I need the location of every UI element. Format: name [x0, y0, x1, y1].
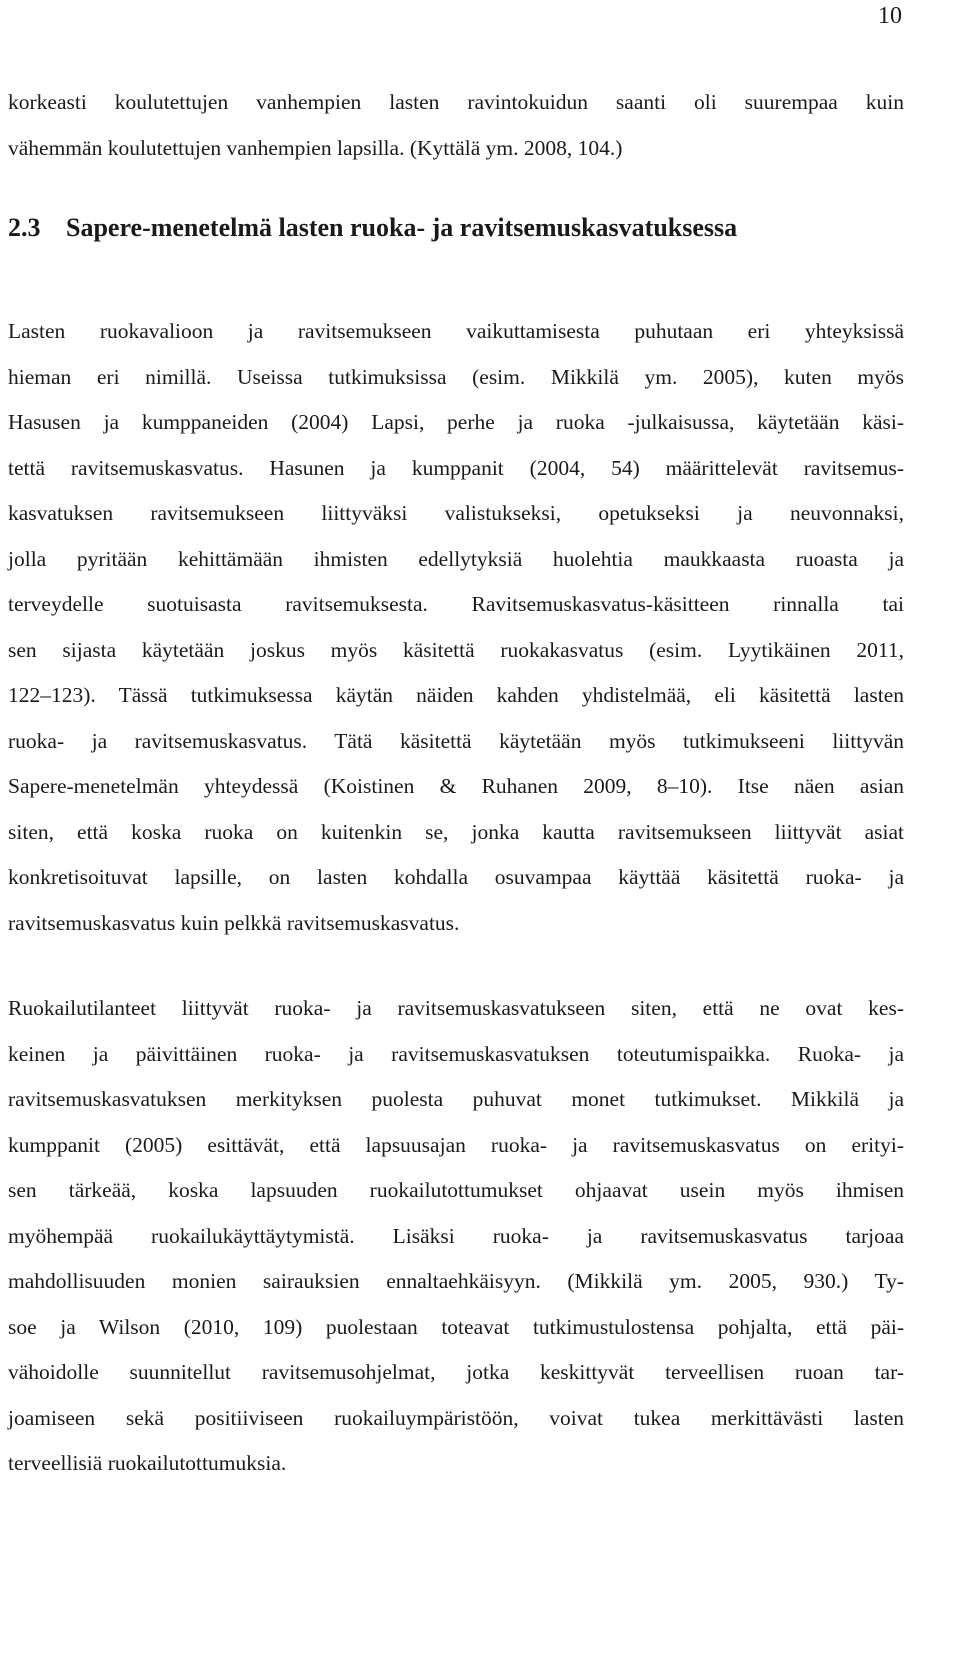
text-line: tettä ravitsemuskasvatus. Hasunen ja kumppanit (2004, 54) määrittelevät ravitsemus-	[8, 455, 904, 480]
text-line: jolla pyritään kehittämään ihmisten edellytyksiä huolehtia maukkaasta ruoasta ja	[8, 546, 904, 571]
section-heading	[8, 211, 904, 245]
text-line: joamiseen sekä positiiviseen ruokailuympäristöön, voivat tukea merkittävästi lasten	[8, 1405, 904, 1430]
text-line: terveellisiä ruokailutottumuksia.	[8, 1451, 287, 1475]
text-line: mahdollisuuden monien sairauksien ennaltaehkäisyyn. (Mikkilä ym. 2005, 930.) Ty-	[8, 1269, 904, 1293]
text-line: ruoka- ja ravitsemuskasvatus. Tätä käsitettä käytetään myös tutkimukseeni liittyvän	[8, 728, 904, 753]
section-number: 2.3	[8, 213, 41, 242]
text-line: hieman eri nimillä. Useissa tutkimuksissa (esim. Mikkilä ym. 2005), kuten myös	[8, 364, 904, 389]
paragraph-terminology	[8, 309, 904, 946]
text-line: vähemmän koulutettujen vanhempien lapsilla. (Kyttälä ym. 2008, 104.)	[8, 135, 623, 160]
text-line: kasvatuksen ravitsemukseen liittyväksi valistukseksi, opetukseksi ja neuvonnaksi,	[8, 501, 904, 525]
text-line: ravitsemuskasvatuksen merkityksen puolesta puhuvat monet tutkimukset. Mikkilä ja	[8, 1087, 904, 1111]
text-line: Lasten ruokavalioon ja ravitsemukseen vaikuttamisesta puhutaan eri yhteyksissä	[8, 319, 904, 343]
text-line: myöhempää ruokailukäyttäytymistä. Lisäksi ruoka- ja ravitsemuskasvatus tarjoaa	[8, 1223, 904, 1248]
paragraph-intro	[8, 80, 904, 171]
text-line: keinen ja päivittäinen ruoka- ja ravitsemuskasvatuksen toteutumispaikka. Ruoka- ja	[8, 1041, 904, 1066]
text-line: kumppanit (2005) esittävät, että lapsuusajan ruoka- ja ravitsemuskasvatus on erityi-	[8, 1132, 904, 1157]
page-number: 10	[878, 3, 902, 29]
text-line: Hasusen ja kumppaneiden (2004) Lapsi, perhe ja ruoka -julkaisussa, käytetään käsi-	[8, 410, 904, 434]
text-line: konkretisoituvat lapsille, on lasten kohdalla osuvampaa käyttää käsitettä ruoka- ja	[8, 865, 904, 889]
text-line: siten, että koska ruoka on kuitenkin se, jonka kautta ravitsemukseen liittyvät asiat	[8, 819, 904, 844]
text-line: sen tärkeää, koska lapsuuden ruokailutottumukset ohjaavat usein myös ihmisen	[8, 1178, 904, 1202]
text-line: korkeasti koulutettujen vanhempien lasten ravintokuidun saanti oli suurempaa kuin	[8, 90, 904, 114]
text-line: ravitsemuskasvatus kuin pelkkä ravitsemuskasvatus.	[8, 910, 460, 935]
text-line: Sapere-menetelmän yhteydessä (Koistinen & Ruhanen 2009, 8–10). Itse näen asian	[8, 774, 904, 798]
text-line: terveydelle suotuisasta ravitsemuksesta. Ravitsemuskasvatus-käsitteen rinnalla tai	[8, 592, 904, 616]
text-line: 122–123). Tässä tutkimuksessa käytän näiden kahden yhdistelmää, eli käsitettä lasten	[8, 683, 904, 707]
section-title: Sapere-menetelmä lasten ruoka- ja ravitsemuskasvatuksessa	[66, 213, 738, 242]
text-line: vähoidolle suunnitellut ravitsemusohjelmat, jotka keskittyvät terveellisen ruoan tar-	[8, 1360, 904, 1384]
text-line: soe ja Wilson (2010, 109) puolestaan toteavat tutkimustulostensa pohjalta, että päi-	[8, 1314, 904, 1339]
paragraph-mealtimes	[8, 986, 904, 1487]
text-line: Ruokailutilanteet liittyvät ruoka- ja ravitsemuskasvatukseen siten, että ne ovat kes-	[8, 996, 904, 1020]
text-line: sen sijasta käytetään joskus myös käsitettä ruokakasvatus (esim. Lyytikäinen 2011,	[8, 637, 904, 662]
document-body	[8, 80, 904, 1487]
